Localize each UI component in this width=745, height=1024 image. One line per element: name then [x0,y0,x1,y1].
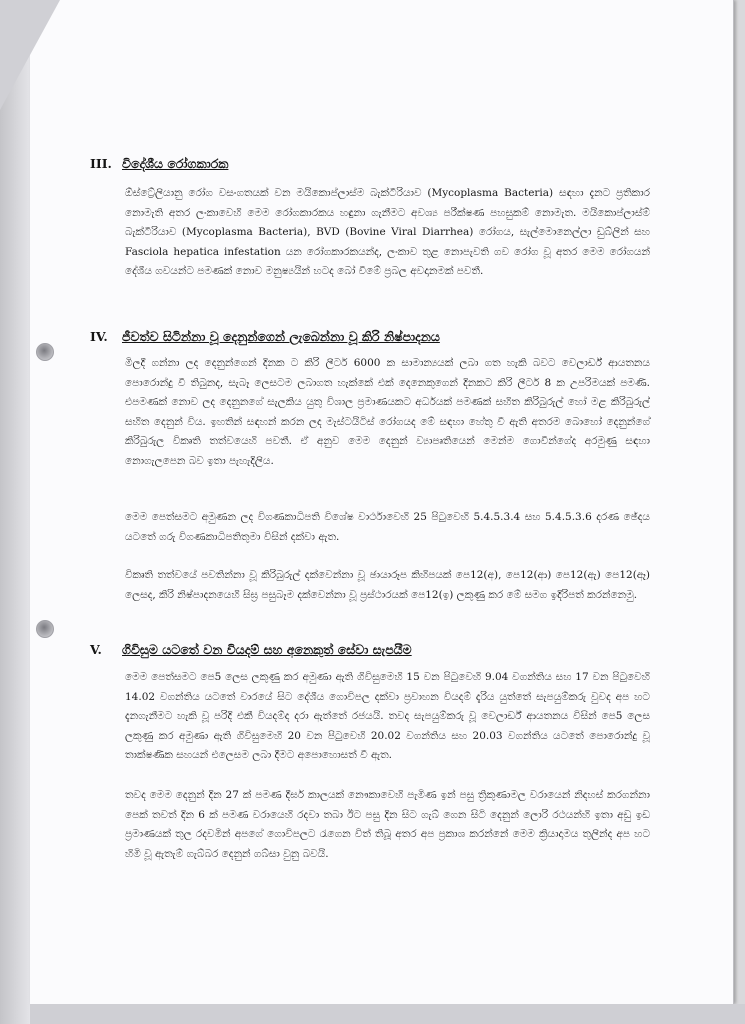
section-number: IV. [90,329,108,344]
section-number: V. [90,642,102,657]
folded-corner [0,0,60,110]
paragraph: ඕස්ට්‍රේලියානු රෝග වසංගතයක් වන මයිකොප්ලාස්ම බැක්ටීරියාව (Mycoplasma Bacteria) සඳහා දැනට ප්‍රතිකාර නොමැති අතර ලංකාවෙහි මෙම රෝගකාරකය හඳුනා ගැනීමට අවශ්‍ය පරීක්ෂණ පහසුකම් නොමැත. මයිකොප්ලාස්ම් බැක්ටීරියාව (Mycoplasma Bacteria), BVD (Bovine Viral Diarrhea) රෝගය, සැල්මොනෙල්ලා ඩුබ්ලින් සහ Fasciola hepatica infestation යන රෝගකාරකයන්ද, ලංකාව තුළ නොපැවති ගව රෝග වූ අතර මෙම රෝගයන් දේශීය ගවයන්ට පමණක් නොව මනුෂ්‍යයින් හටද බෝ වීමේ ප්‍රබල අවදානමක් පවතී. [125,187,650,277]
section-title: ගිවිසුම යටතේ වන වියදම් සහ අනෙකුත් සේවා සැපයීම [122,642,412,657]
section-heading [90,642,412,658]
paragraph: මිලදී ගන්නා ලද දෙනුන්ගෙන් දිනක ට කිරි ලීටර් 6000 ක සාමාන්‍යයක් ලබා ගත හැකි බවට වෙලාර්ඩ් ආයතනය පොරොන්දු වී තිබුනද, සැබෑ ලෙසටම ලබාගත හැක්කේ එක් දෙනෙකුගෙන් දිනකට කිරි ලීටර් 8 ක උපරිමයක් පමණි. එපමණක් නොව ලද දෙනුනගේ සැලකිය යුතු විශාල ප්‍රමාණයකට අර්ධයක් පමණක් සහිත කිරිබුරුල් හෝ මළ කිරිබුරුල් සහිත දෙනුන් විය. ඉහතින් සඳහන් කරන ලද මැස්ටයිටිස් රෝගයද මේ සඳහා හේතු වී ඇති අතරම බොහෝ දෙනුන්ගේ කිරිබුරුල විකෘති තත්වයෙහි පවතී. ඒ අනුව මෙම දෙනුන් ව්‍යාපෘතියෙන් මෙන්ම ගොවීන්ගේද අරමුණු සඳහා නොගැලපෙන බව ඉතා පැහැදිලිය. [125,357,650,467]
section-heading [90,156,228,172]
punch-hole-bottom [36,620,54,638]
paragraph: තවද මෙම දෙනුන් දින 27 ක් පමණ දීර්ඝ කාලයක් නෞකාවෙහි පැමිණ ඉන් පසු ත්‍රිකුණාමල වරායෙන් නිදහස් කරගන්නා පෙක් තවත් දින 6 ක් පමණ වරායෙහි රදවා තබා ඊට පසු දින සිට ගැබ් ගෙන සිටි දෙනුන් ලොරි රථයන්හි ඉතා අඩු ඉඩ ප්‍රමාණයක් තුල රදවමින් අපගේ ගොවිපලට රැගෙන විත් තිබූ අතර අප ප්‍රකාශ කරන්නේ මෙම ක්‍රියාදාමය තුලින්ද අප හට හිමි වූ ඇතැම් ගැබ්බර දෙනුන් ගබ්සා වුනු බවයි. [125,789,650,860]
section-number: III. [90,156,112,171]
paragraph: විකෘති තත්වයේ පවතින්නා වූ කිරිබුරුල් දක්වෙන්නා වූ ඡායාරූප කිහිපයක් පෙ12(අ), පෙ12(ආ) පෙ12(ඇ) පෙ12(ඈ) ලෙසද, කිරි නිෂ්පාදනයෙහි සිඝ්‍ර පසුබෑම දක්වෙන්නා වූ ප්‍රස්ථාරයක් පෙ12(ඉ) ලකුණු කර මේ සමග ඉදිරිපත් කරන්නෙමු. [125,569,650,601]
section-title: ජීවත්ව සිටින්නා වූ දෙනුන්ගෙන් ලැබෙන්නා වූ කිරි නිෂ්පාදනය [122,329,440,344]
scan-edge-shadow [0,0,30,1024]
paragraph: මෙම පෙත්සමට අමුණන ලද විගණකාධිපති විශේෂ වාර්ථාවෙහි 25 පිටුවෙහි 5.4.5.3.4 සහ 5.4.5.3.6 දරණ ඡේදය යටතේ ගරු විගණකාධිපතිතුමා විසින් දක්වා ඇත. [125,511,650,543]
section-title: විදේශීය රෝගකාරක [122,156,229,171]
scan-bottom-edge [30,1004,745,1024]
punch-hole-top [36,343,54,361]
paragraph: මෙම පෙත්සමට පෙ5 ලෙස ලකුණු කර අමුණා ඇති ගිවිසුමෙහි 15 වන පිටුවෙහි 9.04 වගන්තිය සහ 17 වන පිටුවෙහි 14.02 වගන්තිය යටතේ වාරයේ සිට දේශීය ගොවිපල දක්වා ප්‍රවාහන වියදම් දැරිය යුත්තේ සැපයුම්කරු වුවද අප හට දැනගැනීමට හැකි වූ පරිදි එකී වියදම්ද දරා ඇත්තේ රජයයි. තවද සැපයුම්කරු වූ වෙලාර්ඩ් ආයතනය විසින් පෙ5 ලෙස ලකුණු කර අමුණා ඇති ගිවිසුමෙහි 20 වන පිටුවෙහි 20.02 වගන්තිය සහ 20.03 වගන්තිය යටතේ පොරොන්දු වූ තාක්ෂණික සහයන් එලෙසම ලබා දීමට අපොහොසත් වී ඇත. [125,671,650,761]
section-heading [90,329,440,345]
